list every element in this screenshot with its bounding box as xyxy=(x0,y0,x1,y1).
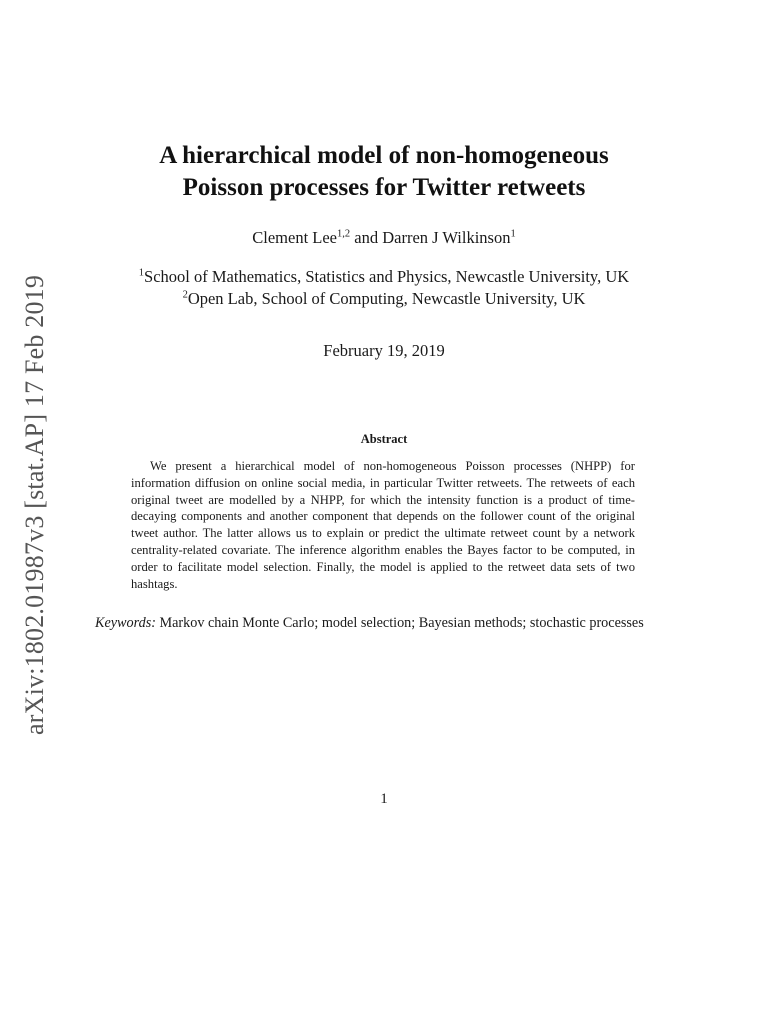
keywords-text: Markov chain Monte Carlo; model selection; Bayesian methods; stochastic processes xyxy=(155,615,644,631)
affiliation-line xyxy=(0,288,768,310)
page-number: 1 xyxy=(380,791,388,807)
keywords-label: Keywords: xyxy=(95,615,156,631)
author-conjunction: and xyxy=(350,228,383,247)
affiliation-marker: 1 xyxy=(138,267,145,279)
publication-date: February 19, 2019 xyxy=(323,341,445,360)
keywords-line xyxy=(95,614,672,632)
affiliation-line xyxy=(0,266,768,288)
affiliation-text: School of Mathematics, Statistics and Physics, Newcastle University, UK xyxy=(144,267,630,286)
author-affiliation-marker: 1,2 xyxy=(337,228,351,240)
affiliation-text: Open Lab, School of Computing, Newcastle University, UK xyxy=(187,289,586,308)
affiliation-list xyxy=(0,266,768,310)
paper-title xyxy=(0,140,768,204)
affiliation-marker: 2 xyxy=(182,289,188,301)
author-affiliation-marker: 1 xyxy=(510,228,516,240)
author-name: Clement Lee xyxy=(252,228,338,247)
paper-title-line-1: A hierarchical model of non-homogeneous xyxy=(159,142,609,169)
author-name: Darren J Wilkinson xyxy=(382,228,511,247)
paper-title-line-2: Poisson processes for Twitter retweets xyxy=(182,174,586,201)
author-list xyxy=(0,228,768,248)
arxiv-identifier-stamp: arXiv:1802.01987v3 [stat.AP] 17 Feb 2019 xyxy=(20,274,49,735)
abstract-body: We present a hierarchical model of non-homogeneous Poisson processes (NHPP) for information diffusion on online social media, in particular Twitter retweets. The retweets of each original tweet are modelled by a NHPP, for which the intensity function is a product of time-decaying components and another component that depends on the follower count of the original tweet author. The latter allows us to explain or predict the ultimate retweet count by a network centrality-related covariate. The inference algorithm enables the Bayes factor to be computed, in order to facilitate model selection. Finally, the model is applied to the retweet data sets of two hashtags. xyxy=(131,459,635,591)
abstract-heading: Abstract xyxy=(360,432,408,446)
